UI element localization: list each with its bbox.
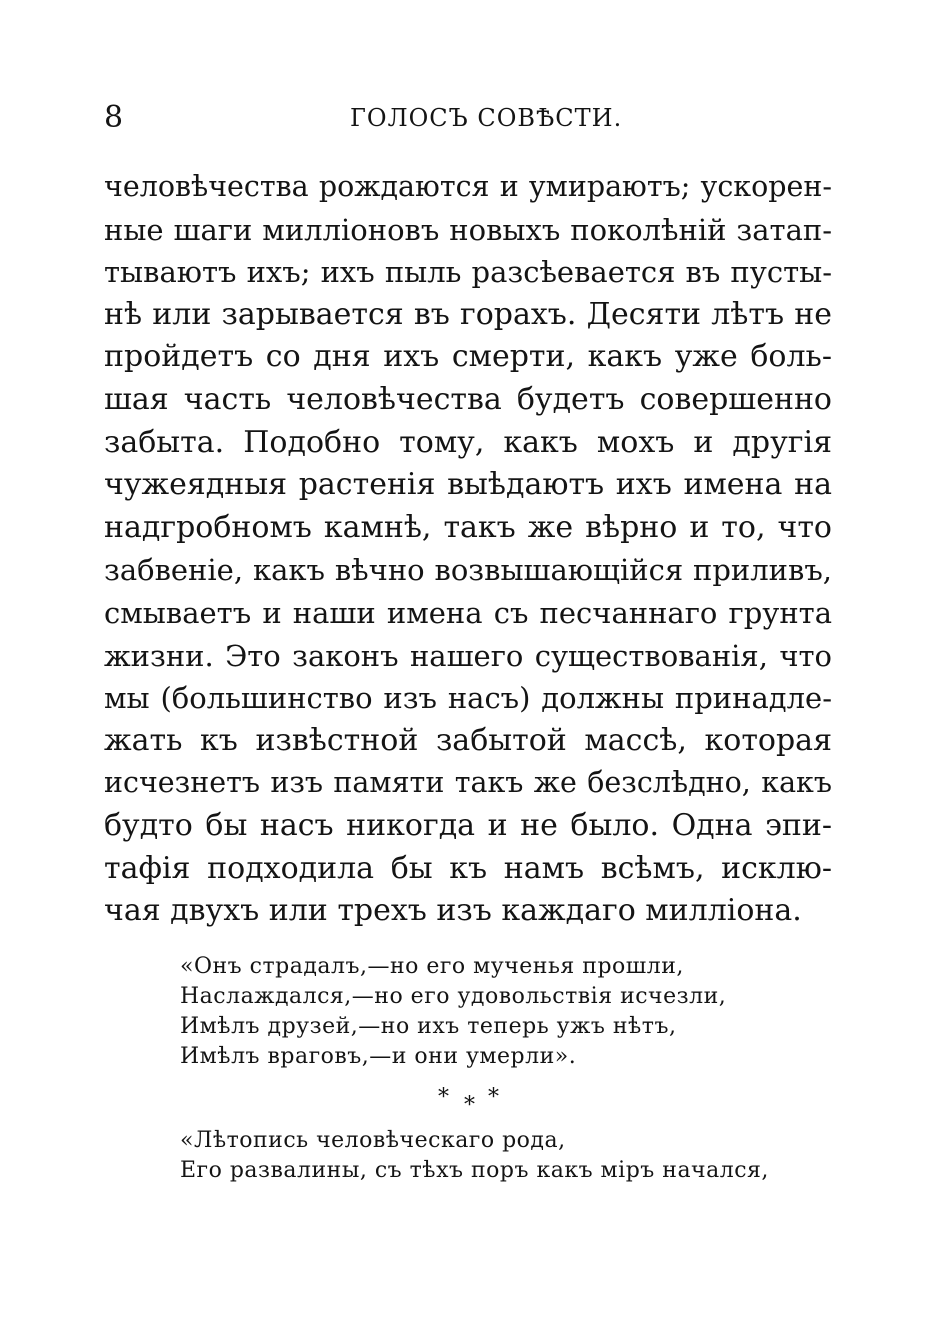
text-line: смываетъ и наши имена съ песчаннаго грунта	[104, 595, 832, 630]
verse-line: Имѣлъ друзей,—но ихъ теперь ужъ нѣтъ,	[180, 1014, 677, 1039]
text-line: тываютъ ихъ; ихъ пыль разсѣевается въ пусты-	[104, 255, 832, 290]
epitaph-verse	[180, 952, 780, 1072]
asterisk: *	[438, 1085, 449, 1110]
text-line: тафія подходила бы къ намъ всѣмъ, исклю-	[104, 850, 832, 886]
running-title: ГОЛОСЪ СОВѢСТИ.	[350, 104, 623, 132]
page-number: 8	[104, 100, 124, 135]
verse-line: Наслаждался,—но его удовольствія исчезли,	[180, 984, 727, 1009]
text-line: чужеядныя растенія выѣдаютъ ихъ имена на	[104, 467, 832, 503]
verse-line: «Лѣтопись человѣческаго рода,	[180, 1128, 566, 1153]
text-line: ные шаги милліоновъ новыхъ поколѣній затап-	[104, 212, 832, 247]
verse-line: Имѣлъ враговъ,—и они умерли».	[180, 1044, 577, 1069]
text-line: будто бы насъ никогда и не было. Одна эпи-	[104, 807, 832, 843]
text-line: забыта. Подобно тому, какъ мохъ и другія	[104, 424, 832, 460]
text-line: жизни. Это законъ нашего существованія, что	[104, 638, 832, 673]
verse-line: Его развалины, съ тѣхъ поръ какъ міръ начался,	[180, 1158, 769, 1183]
text-line: нѣ или зарывается въ горахъ. Десяти лѣтъ не	[104, 296, 832, 332]
verse-line: «Онъ страдалъ,—но его мученья прошли,	[180, 954, 684, 979]
page-header	[104, 98, 832, 138]
text-line: шая часть человѣчества будетъ совершенно	[104, 381, 832, 417]
text-line: пройдетъ со дня ихъ смерти, какъ уже боль-	[104, 339, 832, 375]
text-line: человѣчества рождаются и умираютъ; ускорен-	[104, 170, 832, 203]
text-line: исчезнетъ изъ памяти такъ же безслѣдно, какъ	[104, 766, 832, 800]
text-line: мы (большинство изъ насъ) должны принадле-	[104, 681, 832, 716]
asterisk: *	[464, 1093, 475, 1118]
asterisk: *	[488, 1085, 499, 1110]
text-line: чая двухъ или трехъ изъ каждаго милліона.	[104, 893, 802, 929]
text-line: надгробномъ камнѣ, такъ же вѣрно и то, что	[104, 509, 832, 545]
chronicle-verse	[180, 1126, 780, 1186]
body-paragraph	[104, 166, 832, 933]
asterism-separator	[438, 1085, 502, 1124]
text-line: забвеніе, какъ вѣчно возвышающійся приливъ,	[104, 553, 832, 588]
text-line: жать къ извѣстной забытой массѣ, которая	[104, 722, 832, 758]
